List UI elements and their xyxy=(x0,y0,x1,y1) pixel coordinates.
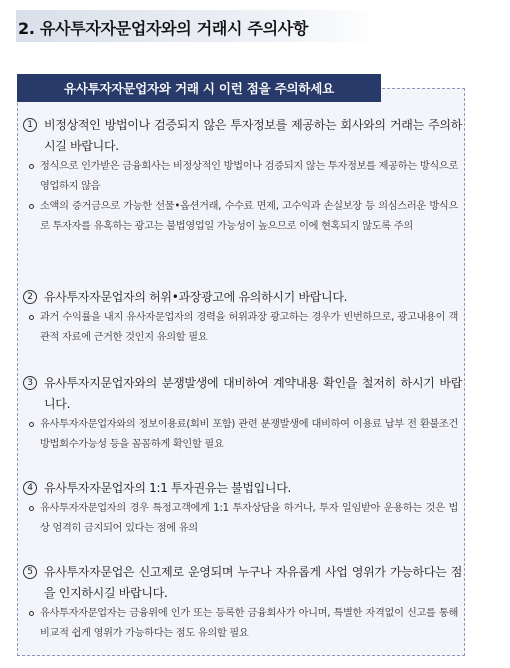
circled-number-icon: 1 xyxy=(22,115,44,136)
bullet-icon xyxy=(24,157,40,177)
circled-number-icon: 3 xyxy=(22,373,44,394)
notice-item-5 xyxy=(22,562,462,644)
bullet-point: 소액의 증거금으로 가능한 선물•옵션거래, 수수료 면제, 고수익과 손실보장 등 의심스러운 방식으로 투자자를 유혹하는 광고는 불법영업일 가능성이 높으므로 이에 현혹되지 않도록 주의 xyxy=(24,197,462,237)
circled-number-icon: 2 xyxy=(22,287,44,308)
notice-item-text: 유사투자자문업자의 허위•과장광고에 유의하시기 바랍니다. xyxy=(44,290,348,304)
bullet-icon xyxy=(24,308,40,328)
notice-item-text: 유사투자자문업자의 1:1 투자권유는 불법입니다. xyxy=(44,481,292,495)
notice-item-text: 유사투자지문업자와의 분쟁발생에 대비하여 계약내용 확인을 철저히 하시기 바랍니다. xyxy=(44,376,462,411)
bullet-point: 유사투자자문업자는 금융위에 인가 또는 등록한 금융회사가 아니며, 특별한 자격없이 신고를 통해 비교적 쉽게 영위가 가능하다는 점도 유의할 필요 xyxy=(24,604,462,644)
circled-number-icon: 4 xyxy=(22,478,44,499)
bullet-icon xyxy=(24,499,40,519)
bullet-icon xyxy=(24,197,40,217)
bullet-point: 정식으로 인가받은 금융회사는 비정상적인 방법이나 검증되지 않는 투자정보를 제공하는 방식으로 영업하지 않음 xyxy=(24,157,462,197)
bullet-icon xyxy=(24,604,40,624)
notice-item-2 xyxy=(22,287,462,348)
notice-item-3 xyxy=(22,373,462,455)
section-heading: 2. 유사투자자문업자와의 거래시 주의사항 xyxy=(18,19,309,38)
bullet-point: 유사투자자문업자의 경우 특정고객에게 1:1 투자상담을 하거나, 투자 일임받아 운용하는 것은 법상 엄격히 금지되어 있다는 점에 유의 xyxy=(24,499,462,539)
bullet-icon xyxy=(24,415,40,435)
notice-item-4 xyxy=(22,478,462,539)
bullet-point: 유사투자자문업자와의 정보이용료(회비 포함) 관련 분쟁발생에 대비하여 이용료 납부 전 환불조건방법회수가능성 등을 꼼꼼하게 확인할 필요 xyxy=(24,415,462,455)
notice-item-1 xyxy=(22,115,462,237)
circled-number-icon: 5 xyxy=(22,562,44,583)
notice-box-title: 유사투자자문업자와 거래 시 이런 점을 주의하세요 xyxy=(17,74,381,102)
notice-item-text: 비정상적인 방법이나 검증되지 않은 투자정보를 제공하는 회사와의 거래는 주의하시길 바랍니다. xyxy=(44,118,462,153)
bullet-point: 과거 수익률을 내지 유사자문업자의 경력을 허위과장 광고하는 경우가 빈번하므로, 광고내용이 객관적 자료에 근거한 것인지 유의할 필요 xyxy=(24,308,462,348)
notice-item-text: 유사투자자문업은 신고제로 운영되며 누구나 자유롭게 사업 영위가 가능하다는 점을 인지하시길 바랍니다. xyxy=(44,565,462,600)
